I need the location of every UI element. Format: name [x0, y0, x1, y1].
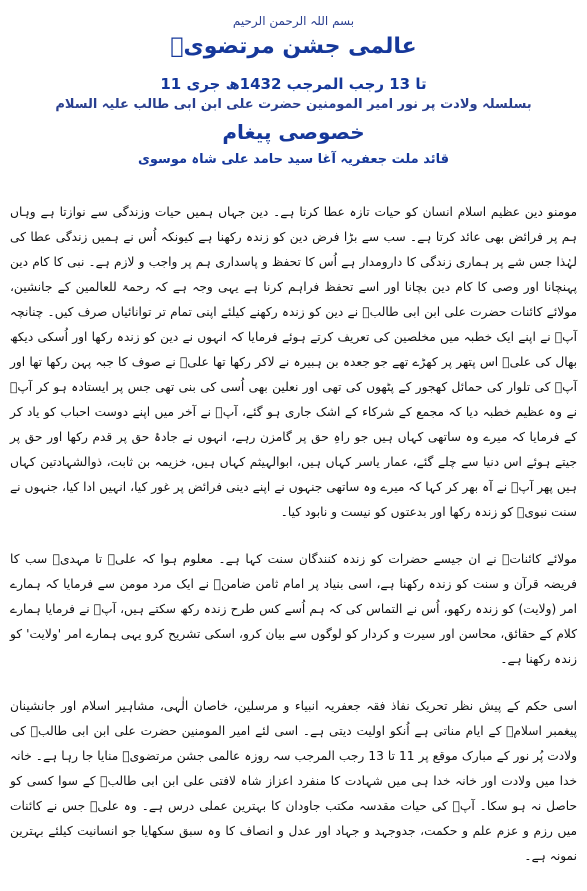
paragraph [10, 694, 577, 869]
bismillah-heading: بسم اللہ الرحمن الرحیم [232, 14, 355, 28]
paragraph-text: مولائے کائناتؑ نے ان جیسے حضرات کو زندہ کنندگان سنت کہا ہے۔ معلوم ہوا کہ علیؑ تا مہدیؑ سب کا فریضہ قرآن و سنت کو زندہ رکھنا ہے، اسی بنیاد پر امام ثامن ضامنؑ نے ایک مرد مومن سے فرمایا کہ ہمارے امر (ولایت) کو زندہ رکھو، اُس نے التماس کی کہ ہم اُسے کس طرح زندہ رکھ سکتے ہیں، آپؑ نے فرمایا ہمارے کلام کے حقائق، محاسن اور سیرت و کردار کو لوگوں سے بیان کرو، اسکی تشریح کرو یہی ہمارے امر 'ولایت' کو زندہ رکھنا ہے۔ [10, 552, 577, 666]
page-title: عالمی جشن مرتضویؑ [170, 34, 417, 59]
message-subtitle: خصوصی پیغام [222, 120, 365, 144]
paragraph-text: مومنو دین عظیم اسلام انسان کو حیات تازہ عطا کرتا ہے۔ دین جہاں ہمیں حیات وزندگی سے نوازتا ہے وہاں ہم پر فرائض بھی عائد کرتا ہے۔ سب سے بڑا فرض دین کو زندہ رکھنا ہے کیونکہ اُس نے ہمیں زندگی عطا کی لہٰذا جس شے پر ہماری زندگی کا دارومدار ہے اُس کا تحفظ و پاسداری ہم پر واجب و لازم ہے۔ نبی کا کام دین پہنچانا اور وصی کا کام دین بچانا اور اسے تحفظ فراہم کرنا ہے یہی وجہ ہے کہ رحمۃ للعالمین کے جانشین، مولائے کائنات حضرت علی ابن ابی طالبؑ نے دین کو زندہ رکھنے کیلئے اپنی تمام تر توانائیاں صرف کیں۔ چنانچہ آپؑ نے اپنے ایک خطبہ میں مخلصین کی تعریف کرتے ہوئے فرمایا کہ انہوں نے دین کو زندہ رکھا اور اُسکی دیکھ بھال کی علیؑ اس پتھر پر کھڑے تھے جو جعدہ بن ہبیرہ نے لاکر رکھا تھا علیؑ نے صوف کا جبہ پہن رکھا تھا اور آپؑ کی تلوار کی حمائل کھجور کے پٹھوں کی تھی اور نعلین بھی اُسی کی بنی تھی جس پر ایستادہ ہو کر آپؑ نے وہ عظیم خطبہ دیا کہ مجمع کے شرکاء کے اشک جاری ہو گئے، آپؑ نے آخر میں اپنے دوست احباب کو یاد کر کے فرمایا کہ میرے وہ ساتھی کہاں ہیں جو راہِ حق پر گامزن رہے، انہوں نے جادۂ حق پر قدم رکھا اور حق پر جیتے ہوئے اس دنیا سے چلے گئے، عمار یاسر کہاں ہیں، ابوالہیثم کہاں ہیں، خزیمہ بن ثابت، ذوالشہادتین کہاں ہیں پھر آپؑ نے آہ بھر کر کہا کہ میرے وہ ساتھی جنہوں نے اپنے دینی فرائض پر غور کیا، انہیں ادا کیا، جنہوں نے سنت نبویؐ کو زندہ رکھا اور بدعتوں کو نیست و نابود کیا۔ [10, 205, 577, 519]
event-date: 11 تا 13 رجب المرجب 1432ھ جری [160, 75, 427, 93]
paragraph [10, 547, 577, 672]
paragraph [10, 200, 577, 525]
paragraph-text: اسی حکم کے پیش نظر تحریک نفاذ فقہ جعفریہ انبیاء و مرسلین، خاصان الٰہی، مشاہیر اسلام اور جانشینان پیغمبر اسلامؐ کے ایام مناتی ہے اُنکو اولیت دیتی ہے۔ اسی لئے امیر المومنین حضرت علی ابن ابی طالبؑ کی ولادت پُر نور کے مبارک موقع پر 11 تا 13 رجب المرجب سہ روزہ عالمی جشن مرتضویؑ منایا جا رہا ہے۔ خانہ خدا میں ولادت اور خانہ خدا ہی میں شہادت کا منفرد اعزاز شاہ لافتی علی ابن ابی طالبؑ کے سوا کسی کو حاصل نہ ہو سکا۔ آپؑ کی حیات مقدسہ مکتب جاودان کا بہترین عملی درس ہے۔ وہ علیؑ جس نے کائنات میں رزم و عزم علم و حکمت، جدوجہد و جہاد اور عدل و انصاف کا وہ سبق سکھایا جو انسانیت کیلئے بہترین نمونہ ہے۔ [10, 699, 577, 863]
occasion-line: بسلسلہ ولادت پر نور امیر المومنین حضرت علی ابن ابی طالب علیہ السلام [55, 97, 532, 112]
author-line: قائد ملت جعفریہ آغا سید حامد علی شاہ موسوی [137, 152, 450, 167]
message-body [10, 200, 577, 891]
